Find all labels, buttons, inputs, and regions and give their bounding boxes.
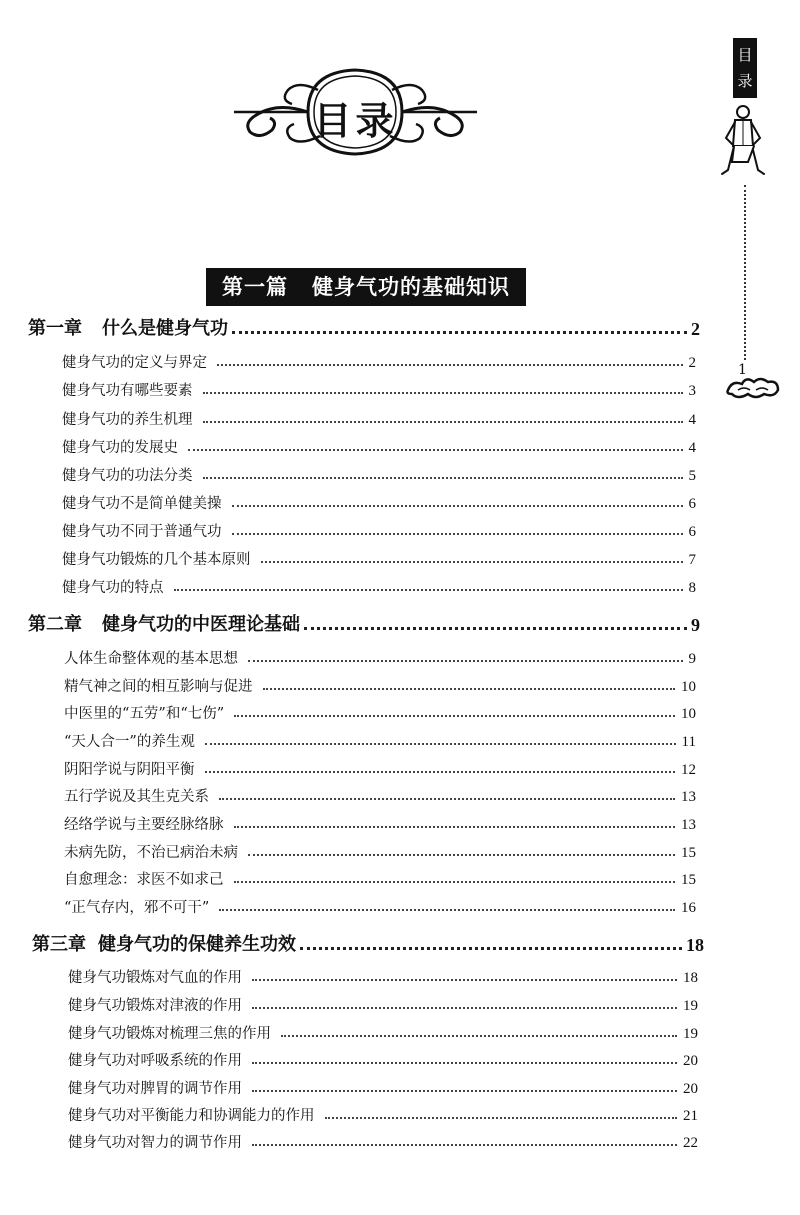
toc-entry[interactable] [62,348,696,372]
dot-leader [300,946,682,950]
part-title: 健身气功的基础知识 [312,275,510,299]
entry-page: 6 [688,496,696,512]
dot-leader [219,797,675,800]
side-tab-char: 目 [737,46,753,64]
dot-leader [203,420,683,423]
dot-leader [234,880,676,883]
dot-leader [263,687,676,690]
entry-page: 10 [681,679,696,695]
dot-leader [252,1006,677,1009]
entry-title: 健身气功锻炼对气血的作用 [68,970,242,986]
entry-title: 健身气功对平衡能力和协调能力的作用 [68,1108,315,1124]
entry-page: 21 [683,1108,698,1124]
entry-title: 健身气功锻炼对梳理三焦的作用 [68,1026,271,1042]
entry-page: 18 [683,970,698,986]
dot-leader [217,363,683,366]
entry-title: 经络学说与主要经脉络脉 [64,817,224,833]
toc-entry[interactable] [62,517,696,541]
toc-entry[interactable] [68,1074,698,1098]
entry-page: 2 [688,355,696,371]
entry-page: 3 [688,383,696,399]
entry-page: 13 [681,789,696,805]
dot-leader [188,448,683,451]
chapter-label: 第三章 [32,934,86,955]
dot-leader [205,742,676,745]
title-ornament [228,62,483,162]
toc-entry[interactable] [68,963,698,987]
toc-entry[interactable] [68,1101,698,1125]
toc-entry[interactable] [68,1019,698,1043]
dot-leader [219,908,675,911]
dot-leader [234,825,676,828]
dot-leader [232,532,683,535]
entry-title: 健身气功锻炼对津液的作用 [68,998,242,1014]
dot-leader [252,978,677,981]
chapter-page: 2 [691,319,700,339]
chapter-row[interactable] [32,928,704,956]
entry-title: 健身气功有哪些要素 [62,383,193,399]
toc-entry[interactable] [64,699,696,723]
side-tab-char: 录 [737,72,753,90]
chapter-page: 9 [691,615,700,635]
entry-title: 健身气功的定义与界定 [62,355,207,371]
chapter-label: 第一章 [28,318,82,339]
entry-title: 健身气功锻炼的几个基本原则 [62,552,251,568]
chapter-label: 第二章 [28,614,82,635]
toc-entry[interactable] [62,461,696,485]
dot-leader [248,853,675,856]
toc-entry[interactable] [64,727,696,751]
dot-leader [252,1143,677,1146]
entry-page: 7 [688,552,696,568]
chapter-title: 什么是健身气功 [102,318,228,339]
entry-page: 12 [681,762,696,778]
toc-entry[interactable] [64,893,696,917]
entry-page: 4 [688,412,696,428]
entry-page: 19 [683,1026,698,1042]
entry-title: 自愈理念：求医不如求己 [64,872,224,888]
toc-entry[interactable] [62,573,696,597]
entry-title: 阴阳学说与阴阳平衡 [64,762,195,778]
toc-entry[interactable] [62,489,696,513]
page-number: 1 [738,362,747,378]
entry-page: 9 [688,651,696,667]
entry-page: 19 [683,998,698,1014]
dot-leader [203,391,683,394]
entry-title: 人体生命整体观的基本思想 [64,651,238,667]
part-banner [206,268,526,306]
chapter-title: 健身气功的保健养生功效 [98,934,296,955]
toc-entry[interactable] [64,782,696,806]
dot-leader [232,504,683,507]
toc-entry[interactable] [68,1128,698,1152]
cloud-icon [724,374,782,400]
page-title: 目录 [313,99,398,143]
dot-leader [252,1061,677,1064]
chapter-row[interactable] [28,312,700,340]
entry-page: 20 [683,1053,698,1069]
dot-leader [234,714,675,717]
toc-entry[interactable] [64,810,696,834]
entry-page: 15 [681,845,696,861]
dot-leader [205,770,676,773]
entry-page: 16 [681,900,696,916]
chapter-title: 健身气功的中医理论基础 [102,614,300,635]
entry-page: 22 [683,1135,698,1151]
part-label: 第一篇 [222,275,288,299]
toc-entry[interactable] [64,865,696,889]
side-tab [733,38,757,98]
entry-title: 健身气功的发展史 [62,440,178,456]
toc-entry[interactable] [64,672,696,696]
chapter-row[interactable] [28,608,700,636]
entry-page: 6 [688,524,696,540]
toc-entry[interactable] [64,838,696,862]
entry-title: 健身气功的功法分类 [62,468,193,484]
toc-entry[interactable] [68,1046,698,1070]
entry-page: 4 [688,440,696,456]
entry-page: 13 [681,817,696,833]
entry-title: 中医里的“五劳”和“七伤” [64,706,225,722]
entry-page: 10 [681,706,696,722]
qigong-figure-icon [718,104,768,182]
entry-title: “天人合一”的养生观 [64,734,195,750]
entry-title: 未病先防，不治已病治未病 [64,845,238,861]
dot-leader [248,659,683,662]
entry-title: 五行学说及其生克关系 [64,789,209,805]
dot-leader [252,1089,677,1092]
entry-title: 健身气功对智力的调节作用 [68,1135,242,1151]
dot-leader [232,330,687,334]
entry-page: 5 [688,468,696,484]
dot-leader [281,1034,677,1037]
entry-title: 健身气功对呼吸系统的作用 [68,1053,242,1069]
side-divider [744,185,746,360]
toc-entry[interactable] [62,433,696,457]
toc-entry[interactable] [68,991,698,1015]
entry-page: 15 [681,872,696,888]
dot-leader [174,588,683,591]
toc-entry[interactable] [64,644,696,668]
toc-entry[interactable] [62,545,696,569]
toc-entry[interactable] [64,755,696,779]
entry-title: 健身气功不是简单健美操 [62,496,222,512]
entry-page: 8 [688,580,696,596]
entry-page: 11 [681,734,696,750]
entry-title: 健身气功的养生机理 [62,412,193,428]
dot-leader [304,626,687,630]
dot-leader [261,560,683,563]
dot-leader [203,476,683,479]
entry-title: 健身气功不同于普通气功 [62,524,222,540]
toc-entry[interactable] [62,405,696,429]
entry-title: 精气神之间的相互影响与促进 [64,679,253,695]
entry-title: “正气存内，邪不可干” [64,900,210,916]
entry-page: 20 [683,1081,698,1097]
entry-title: 健身气功对脾胃的调节作用 [68,1081,242,1097]
toc-entry[interactable] [62,376,696,400]
chapter-page: 18 [686,935,704,955]
dot-leader [325,1116,678,1119]
entry-title: 健身气功的特点 [62,580,164,596]
